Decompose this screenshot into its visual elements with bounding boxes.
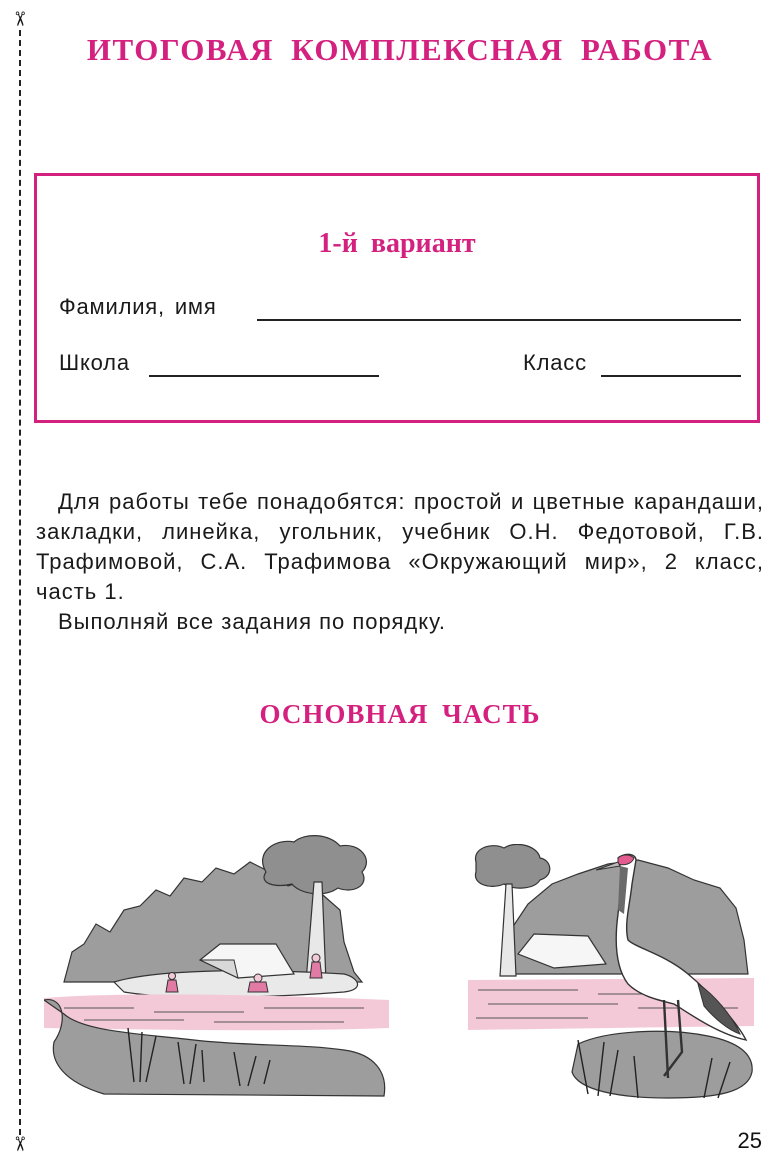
page-number: 25 bbox=[737, 1128, 762, 1153]
cut-line bbox=[19, 30, 21, 1135]
person bbox=[312, 954, 320, 962]
class-label: Класс bbox=[523, 350, 587, 375]
tree-trunk bbox=[500, 884, 516, 976]
student-info-box bbox=[34, 173, 760, 423]
instructions-materials: Для работы тебе понадобятся: простой и цветные карандаши, закладки, линейка, угольник, учебник О.Н. Федотовой, Г.В. Трафимовой, С.А. Трафимова «Окружающий мир», 2 класс, часть 1. bbox=[36, 489, 764, 604]
school-field[interactable] bbox=[149, 375, 379, 377]
scissors-icon: ✂ bbox=[8, 1135, 32, 1153]
name-field[interactable] bbox=[257, 319, 741, 321]
crane-illustration bbox=[468, 844, 754, 1100]
section-title: ОСНОВНАЯ ЧАСТЬ bbox=[259, 699, 541, 729]
class-field[interactable] bbox=[601, 375, 741, 377]
camp-illustration bbox=[44, 832, 389, 1100]
page-title: ИТОГОВАЯ КОМПЛЕКСНАЯ РАБОТА bbox=[86, 32, 714, 67]
variant-title: 1-й вариант bbox=[318, 228, 476, 259]
scissors-icon: ✂ bbox=[8, 10, 32, 28]
instructions bbox=[36, 487, 764, 637]
tree-crown bbox=[475, 844, 549, 888]
instructions-order: Выполняй все задания по порядку. bbox=[58, 609, 447, 634]
person bbox=[254, 974, 262, 982]
name-label: Фамилия, имя bbox=[59, 294, 217, 319]
school-label: Школа bbox=[59, 350, 130, 375]
person bbox=[169, 973, 176, 980]
